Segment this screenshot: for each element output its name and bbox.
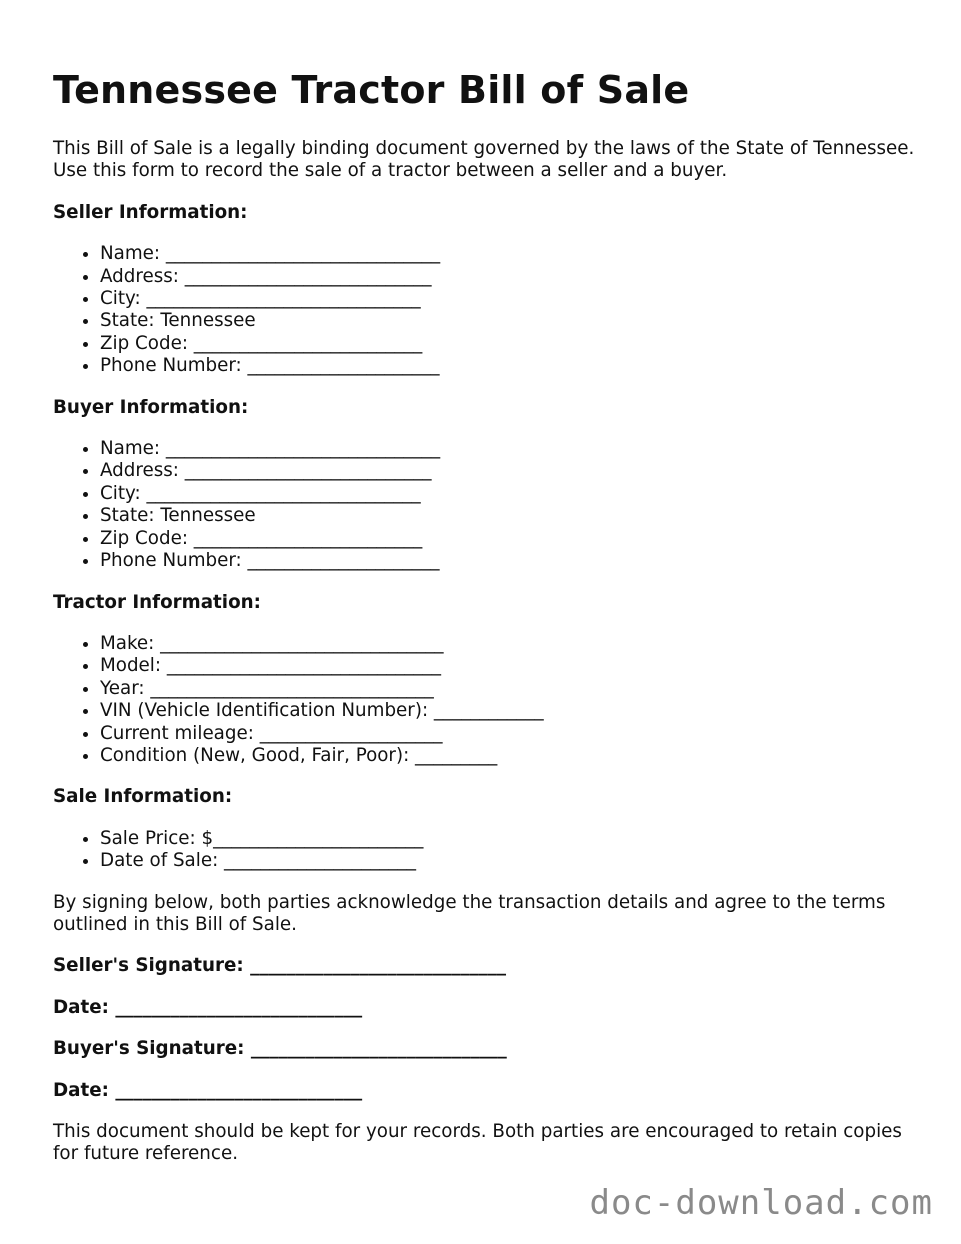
seller-signature-line: Seller's Signature: ____________________________ <box>53 955 507 977</box>
buyer-signature-line: Buyer's Signature: ____________________________ <box>53 1038 507 1060</box>
seller-name-field: • Name: ______________________________ <box>100 243 923 265</box>
buyer-date-line: Date: ___________________________ <box>53 1079 363 1101</box>
document-page <box>53 66 923 1185</box>
buyer-phone-field: • Phone Number: _____________________ <box>100 550 923 572</box>
tractor-make-field: • Make: _______________________________ <box>100 633 923 655</box>
tractor-vin-field: • VIN (Vehicle Identification Number): ____________ <box>100 700 923 722</box>
sale-list <box>53 828 923 873</box>
buyer-city-field: • City: ______________________________ <box>100 483 923 505</box>
seller-heading: Seller Information: <box>53 201 248 223</box>
seller-zip-field: • Zip Code: _________________________ <box>100 333 923 355</box>
tractor-condition-field: • Condition (New, Good, Fair, Poor): _________ <box>100 745 923 767</box>
buyer-address-field: • Address: ___________________________ <box>100 460 923 482</box>
seller-phone-field: • Phone Number: _____________________ <box>100 355 923 377</box>
intro-paragraph: This Bill of Sale is a legally binding document governed by the laws of the State of Tennessee. Use this form to record the sale of a tractor between a seller and a buyer. <box>53 138 915 182</box>
tractor-list <box>53 633 923 767</box>
sale-heading: Sale Information: <box>53 786 233 808</box>
sale-date-field: • Date of Sale: _____________________ <box>100 850 923 872</box>
seller-city-field: • City: ______________________________ <box>100 288 923 310</box>
tractor-year-field: • Year: _______________________________ <box>100 678 923 700</box>
seller-list <box>53 243 923 377</box>
seller-address-field: • Address: ___________________________ <box>100 266 923 288</box>
seller-state-field: • State: Tennessee <box>100 310 923 332</box>
acknowledgement-paragraph: By signing below, both parties acknowledge the transaction details and agree to the terms outlined in this Bill of Sale. <box>53 891 886 935</box>
buyer-state-field: • State: Tennessee <box>100 505 923 527</box>
sale-price-field: • Sale Price: $_______________________ <box>100 828 923 850</box>
tractor-mileage-field: • Current mileage: ____________________ <box>100 723 923 745</box>
buyer-zip-field: • Zip Code: _________________________ <box>100 528 923 550</box>
watermark-text: doc-download.com <box>589 1183 933 1223</box>
tractor-model-field: • Model: ______________________________ <box>100 655 923 677</box>
buyer-name-field: • Name: ______________________________ <box>100 438 923 460</box>
tractor-heading: Tractor Information: <box>53 591 261 613</box>
buyer-heading: Buyer Information: <box>53 396 249 418</box>
footer-note: This document should be kept for your records. Both parties are encouraged to retain copies for future reference. <box>53 1121 902 1165</box>
document-title: Tennessee Tractor Bill of Sale <box>53 68 690 112</box>
buyer-list <box>53 438 923 572</box>
seller-date-line: Date: ___________________________ <box>53 996 363 1018</box>
